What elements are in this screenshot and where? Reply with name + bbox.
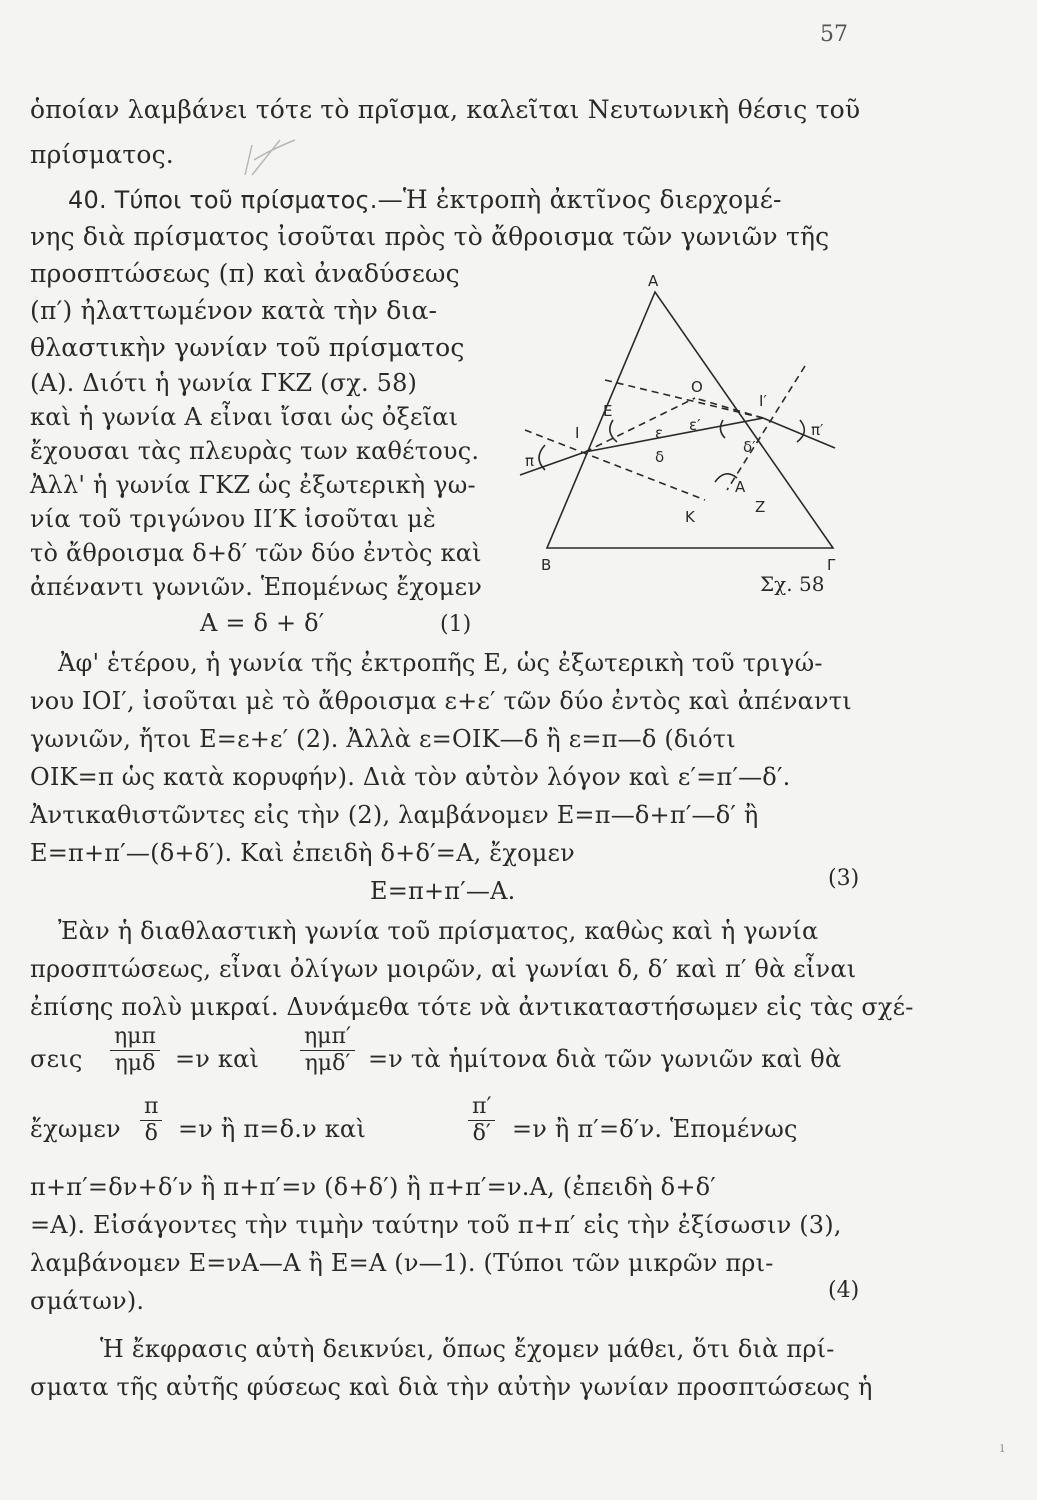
label-I-prime: Ι′ (759, 392, 767, 410)
label-delta-prime: δ′ (743, 438, 756, 456)
text-line: =ν ἢ π=δ.ν καὶ (178, 1115, 366, 1143)
text-line: θλαστικὴν γωνίαν τοῦ πρίσματος (30, 333, 465, 362)
equation-4-number: (4) (828, 1278, 860, 1303)
text-line: π+π′=δν+δ′ν ἢ π+π′=ν (δ+δ′) ἢ π+π′=ν.Α, (ἐπειδὴ δ+δ′ (30, 1173, 716, 1201)
label-O: Ο (691, 378, 703, 396)
label-eps: ε (655, 424, 664, 442)
angle-arc-pi-prime (797, 420, 804, 442)
fraction-denominator: δ′ (472, 1121, 491, 1146)
label-B: Β (541, 556, 552, 574)
label-K: Κ (685, 508, 695, 526)
text-line: =ν καὶ (175, 1045, 260, 1073)
extension-emergent (695, 398, 763, 418)
section-heading (68, 185, 782, 215)
label-G: Γ (827, 556, 836, 574)
text-line: προσπτώσεως, εἶναι ὀλίγων μοιρῶν, αἱ γωνίαι δ, δ′ καὶ π′ θὰ εἶναι (30, 955, 857, 983)
fraction-numerator: ημπ′ (300, 1024, 355, 1051)
text-line: σμάτων). (30, 1287, 145, 1315)
text-line: Ἀλλ' ἡ γωνία ΓΚΖ ὡς ἐξωτερικὴ γω- (30, 471, 476, 499)
text-line: Ἀφ' ἑτέρου, ἡ γωνία τῆς ἐκτροπῆς Ε, ὡς ἐξωτερικὴ τοῦ τριγώ- (58, 649, 823, 677)
fraction-denominator: δ (144, 1121, 158, 1146)
fraction-pi-prime-over-delta-prime (468, 1094, 495, 1147)
text-line: νία τοῦ τριγώνου ΙΙ′Κ ἰσοῦται μὲ (30, 505, 436, 533)
normal-right (727, 366, 805, 490)
equation-3-number: (3) (828, 866, 860, 891)
text-line: Ε=π+π′—(δ+δ′). Καὶ ἐπειδὴ δ+δ′=Α, ἔχομεν (30, 839, 575, 867)
label-eps-prime: ε′ (689, 416, 701, 434)
equation-1: Α = δ + δ′ (200, 609, 325, 637)
label-E: Ε (603, 402, 613, 420)
text-line: (π′) ἠλαττωμένον κατὰ τὴν δια- (30, 296, 438, 325)
text-line: =Α). Εἰσάγοντες τὴν τιμὴν ταύτην τοῦ π+π′ εἰς τὴν ἐξίσωσιν (3), (30, 1211, 842, 1239)
text-line: τὸ ἄθροισμα δ+δ′ τῶν δύο ἐντὸς καὶ (30, 539, 482, 567)
text-line: γωνιῶν, ἤτοι Ε=ε+ε′ (2). Ἀλλὰ ε=ΟΙΚ—δ ἢ ε=π—δ (διότι (30, 725, 736, 753)
text-line: σεις (30, 1045, 83, 1073)
text-line: λαμβάνομεν Ε=νΑ—Α ἢ Ε=Α (ν—1). (Τύποι τῶν μικρῶν πρι- (30, 1249, 774, 1277)
label-I: Ι (575, 424, 580, 442)
extension-emergent-back (605, 380, 763, 418)
equation-1-number: (1) (440, 612, 472, 637)
page-number: 57 (820, 22, 848, 47)
label-A-inner: Α (735, 478, 746, 496)
text-line: (Α). Διότι ἡ γωνία ΓΚΖ (σχ. 58) (30, 369, 418, 397)
section-title: 40. Τύποι τοῦ πρίσματος. (68, 186, 378, 214)
label-Z: Ζ (755, 498, 766, 516)
text-line: ἔχωμεν (30, 1115, 121, 1143)
fraction-numerator: π′ (468, 1094, 495, 1121)
emergent-ray (763, 418, 835, 448)
text-line: ἐπίσης πολὺ μικραί. Δυνάμεθα τότε νὰ ἀντικαταστήσωμεν εἰς τὰς σχέ- (30, 993, 914, 1021)
fraction-numerator: π (140, 1094, 162, 1121)
text-line: =ν ἢ π′=δ′ν. Ἑπομένως (512, 1115, 798, 1143)
label-pi: π (525, 452, 535, 470)
text-line: =ν τὰ ἡμίτονα διὰ τῶν γωνιῶν καὶ θὰ (368, 1045, 842, 1073)
fraction-denominator: ημδ′ (304, 1051, 351, 1076)
text-line: πρίσματος. (30, 140, 174, 169)
text-line: Ἀντικαθιστῶντες εἰς τὴν (2), λαμβάνομεν Ε=π—δ+π′—δ′ ἢ (30, 801, 759, 829)
text-line: ἔχουσαι τὰς πλευρὰς των καθέτους. (30, 437, 480, 465)
margin-mark-icon: ı (1000, 1440, 1005, 1456)
text-line: νης διὰ πρίσματος ἰσοῦται πρὸς τὸ ἄθροισμα τῶν γωνιῶν τῆς (30, 222, 830, 251)
text-line: Ἡ ἔκφρασις αὐτὴ δεικνύει, ὅπως ἔχομεν μάθει, ὅτι διὰ πρί- (100, 1335, 835, 1363)
text-line: ΟΙΚ=π ὡς κατὰ κορυφήν). Διὰ τὸν αὐτὸν λόγον καὶ ε′=π′—δ′. (30, 763, 791, 791)
figure-caption: Σχ. 58 (760, 572, 825, 596)
fraction-pi-over-delta (140, 1094, 162, 1147)
prism-diagram (505, 270, 850, 600)
angle-arc-eps-prime (720, 420, 725, 438)
text-line: ὁποίαν λαμβάνει τότε τὸ πρῖσμα, καλεῖται Νευτωνικὴ θέσις τοῦ (30, 95, 861, 124)
label-delta: δ (655, 448, 665, 466)
fraction-sin-pi-prime-over-sin-delta-prime (300, 1024, 355, 1077)
label-pi-prime: π′ (811, 421, 824, 439)
fraction-sin-pi-over-sin-delta (110, 1024, 160, 1077)
extension-incident (585, 398, 695, 452)
text-line: προσπτώσεως (π) καὶ ἀναδύσεως (30, 259, 460, 288)
label-A-top: Α (648, 272, 659, 290)
text-line: σματα τῆς αὐτῆς φύσεως καὶ διὰ τὴν αὐτὴν γωνίαν προσπτώσεως ἡ (30, 1373, 873, 1401)
text-line: Ἐὰν ἡ διαθλαστικὴ γωνία τοῦ πρίσματος, καθὼς καὶ ἡ γωνία (58, 917, 819, 945)
fraction-numerator: ημπ (110, 1024, 160, 1051)
text-line: καὶ ἡ γωνία Α εἶναι ἴσαι ὡς ὀξεῖαι (30, 403, 459, 431)
equation-3: Ε=π+π′—Α. (370, 877, 516, 905)
text-line: νου ΙΟΙ′, ἰσοῦται μὲ τὸ ἄθροισμα ε+ε′ τῶν δύο ἐντὸς καὶ ἀπέναντι (30, 687, 852, 715)
section-lead: —Ἡ ἐκτροπὴ ἀκτῖνος διερχομέ- (377, 185, 782, 214)
pencil-mark-icon (240, 120, 300, 180)
text-line: ἀπέναντι γωνιῶν. Ἑπομένως ἔχομεν (30, 573, 483, 601)
fraction-denominator: ημδ (114, 1051, 156, 1076)
